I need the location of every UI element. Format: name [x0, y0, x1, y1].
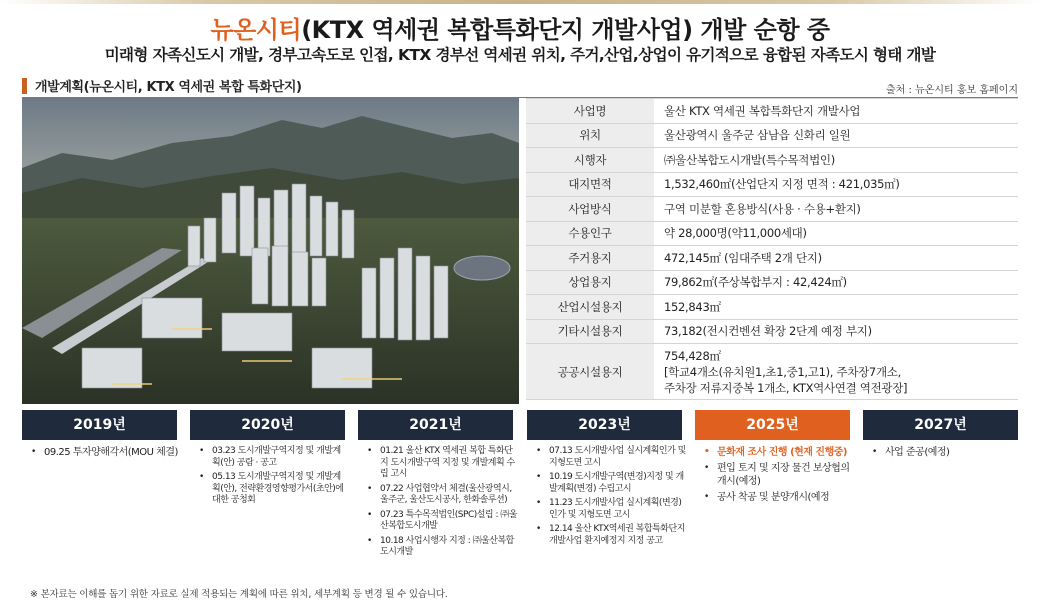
row-value: 울산 KTX 역세권 복합특화단지 개발사업 — [654, 99, 1018, 124]
table-row — [526, 319, 1018, 344]
milestones-2025 — [701, 446, 861, 507]
list-item: • 11.23 도시개발사업 실시계획(변경)인가 및 지형도면 고시 — [533, 498, 688, 521]
milestone-columns — [22, 446, 1018, 586]
list-item: • 12.14 울산 KTX역세권 복합특화단지 개발사업 환지예정지 지정 공고 — [533, 524, 688, 547]
list-item: • 07.23 특수목적법인(SPC)설립 : ㈜울산복합도시개발 — [364, 510, 519, 533]
table-row — [526, 148, 1018, 173]
aerial-rendering-image — [22, 98, 519, 404]
row-key: 위치 — [526, 123, 654, 148]
list-item: • 07.22 사업협약서 체결(울산광역시, 울주군, 울산도시공사, 한화솔루션) — [364, 484, 519, 507]
milestones-2023 — [533, 446, 688, 550]
row-key: 사업방식 — [526, 197, 654, 222]
table-row — [526, 221, 1018, 246]
table-row — [526, 246, 1018, 271]
row-value: 79,862㎡(주상복합부지 : 42,424㎡) — [654, 270, 1018, 295]
year-2023: 2023년 — [527, 410, 682, 440]
row-value — [654, 344, 1018, 400]
row-value-line: 주차장 저류지중복 1개소, KTX역사연결 역전광장] — [664, 380, 908, 395]
row-key: 시행자 — [526, 148, 654, 173]
row-key: 공공시설용지 — [526, 344, 654, 400]
list-item: • 공사 착공 및 분양개시(예정 — [701, 491, 861, 504]
table-row — [526, 172, 1018, 197]
row-key: 상업용지 — [526, 270, 654, 295]
list-item-highlight: • 문화재 조사 진행 (현재 진행중) — [701, 446, 861, 459]
row-value: ㈜울산복합도시개발(특수목적법인) — [654, 148, 1018, 173]
list-item: • 09.25 투자양해각서(MOU 체결) — [28, 446, 178, 459]
section-title: 개발계획(뉴온시티, KTX 역세권 복합 특화단지) — [35, 80, 302, 95]
list-item: • 07.13 도시개발사업 실시계획인가 및 지형도면 고시 — [533, 446, 688, 469]
row-key: 기타시설용지 — [526, 319, 654, 344]
row-key: 사업명 — [526, 99, 654, 124]
row-value: 울산광역시 울주군 삼남읍 신화리 일원 — [654, 123, 1018, 148]
year-2027: 2027년 — [863, 410, 1018, 440]
page-title — [0, 10, 1040, 45]
milestones-2021 — [364, 446, 519, 562]
row-value: 472,145㎡ (임대주택 2개 단지) — [654, 246, 1018, 271]
project-info-table — [526, 98, 1018, 400]
row-value: 73,182(전시컨벤션 확장 2단계 예정 부지) — [654, 319, 1018, 344]
milestones-2027 — [869, 446, 1018, 462]
list-item: • 사업 준공(예정) — [869, 446, 1018, 459]
section-header — [22, 76, 302, 95]
list-item: • 05.13 도시개발구역지정 및 개발계획(안), 전략환경영향평가서(초안)에 대한 공청회 — [196, 472, 346, 507]
milestones-2019 — [28, 446, 178, 462]
list-item: • 10.18 사업시행자 지정 : ㈜울산복합도시개발 — [364, 536, 519, 559]
list-item: • 03.23 도시개발구역지정 및 개발계획(안) 공람 · 공고 — [196, 446, 346, 469]
source-note: 출처 : 뉴온시티 홍보 홈페이지 — [885, 85, 1018, 96]
row-key: 대지면적 — [526, 172, 654, 197]
row-value: 구역 미분할 혼용방식(사용 · 수용+환지) — [654, 197, 1018, 222]
year-2021: 2021년 — [358, 410, 513, 440]
list-item: • 01.21 울산 KTX 역세권 복합 특화단지 도시개발구역 지정 및 개발계획 수립 고시 — [364, 446, 519, 481]
row-value-line: 754,428㎡ — [664, 348, 721, 363]
list-item: • 편입 토지 및 지장 물건 보상협의 개시(예정) — [701, 462, 861, 488]
table-row — [526, 344, 1018, 400]
table-row — [526, 295, 1018, 320]
list-item: • 10.19 도시개발구역(변경)지정 및 개발계획(변경) 수립고시 — [533, 472, 688, 495]
milestones-2020 — [196, 446, 346, 510]
timeline-bar — [22, 410, 1018, 440]
row-value: 1,532,460㎡(산업단지 지정 면적 : 421,035㎡) — [654, 172, 1018, 197]
title-rest: (KTX 역세권 복합특화단지 개발사업) 개발 순항 중 — [301, 16, 830, 44]
row-value: 152,843㎡ — [654, 295, 1018, 320]
table-row — [526, 197, 1018, 222]
page-subtitle: 미래형 자족신도시 개발, 경부고속도로 인접, KTX 경부선 역세권 위치, 주거,산업,상업이 유기적으로 융합된 자족도시 형태 개발 — [104, 46, 936, 64]
row-key: 산업시설용지 — [526, 295, 654, 320]
footnote: ※ 본자료는 이해를 돕기 위한 자료로 실제 적용되는 계획에 따른 위치, 세부계획 등 변경 될 수 있습니다. — [30, 589, 448, 600]
row-key: 수용인구 — [526, 221, 654, 246]
top-decorative-rule — [0, 0, 1040, 4]
year-2025-current: 2025년 — [695, 410, 850, 440]
table-row — [526, 99, 1018, 124]
row-key: 주거용지 — [526, 246, 654, 271]
row-value: 약 28,000명(약11,000세대) — [654, 221, 1018, 246]
table-row — [526, 123, 1018, 148]
table-row — [526, 270, 1018, 295]
title-accent: 뉴온시티 — [210, 16, 302, 44]
year-2019: 2019년 — [22, 410, 177, 440]
section-marker — [22, 78, 27, 94]
year-2020: 2020년 — [190, 410, 345, 440]
row-value-line: [학교4개소(유치원1,초1,중1,고1), 주차장7개소, — [664, 364, 901, 379]
